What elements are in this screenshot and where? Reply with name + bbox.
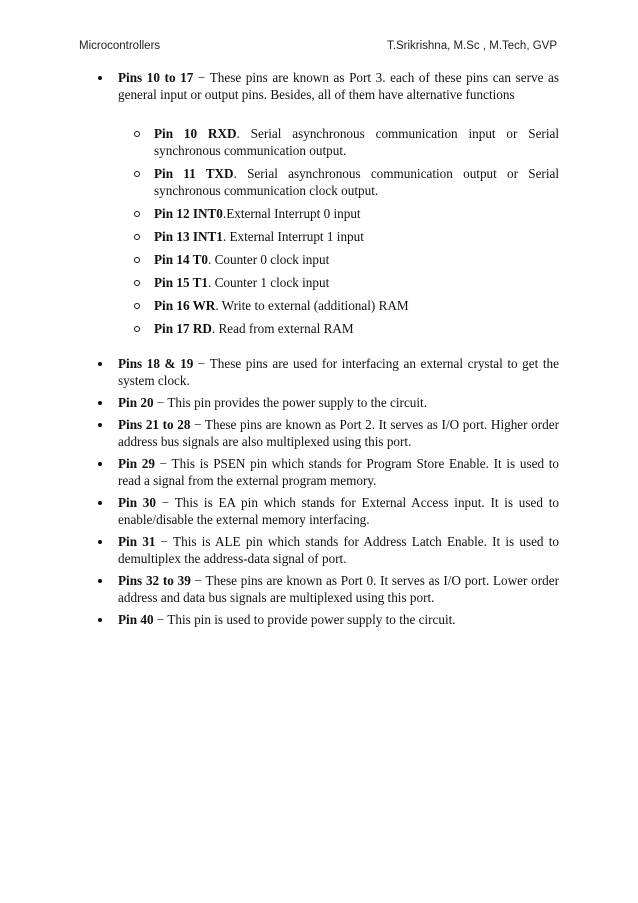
bullet-text: − This is PSEN pin which stands for Program Store Enable. It is used to read a signal from the external program memory. bbox=[118, 456, 559, 488]
bullet-dot-icon bbox=[98, 462, 102, 466]
sub-item-text: . Write to external (additional) RAM bbox=[215, 298, 409, 313]
bullet-head: Pin 31 bbox=[118, 534, 156, 549]
circle-bullet-icon bbox=[134, 131, 140, 137]
bullet-item bbox=[84, 416, 559, 450]
bullet-text: − This pin provides the power supply to the circuit. bbox=[153, 395, 428, 410]
sub-item bbox=[84, 274, 559, 291]
bullet-dot-icon bbox=[98, 401, 102, 405]
circle-bullet-icon bbox=[134, 303, 140, 309]
page-body bbox=[84, 69, 559, 633]
sub-item bbox=[84, 251, 559, 268]
bullet-head: Pins 32 to 39 bbox=[118, 573, 191, 588]
sub-item-text: .External Interrupt 0 input bbox=[222, 206, 361, 221]
sub-item-text: . Counter 0 clock input bbox=[208, 252, 330, 267]
sub-item-head: Pin 14 T0 bbox=[154, 252, 208, 267]
sub-item-head: Pin 12 INT0 bbox=[154, 206, 223, 221]
sub-item-text: . Read from external RAM bbox=[211, 321, 354, 336]
bullet-item bbox=[84, 572, 559, 606]
sub-item bbox=[84, 125, 559, 159]
bullet-text: − These pins are used for interfacing an external crystal to get the system clock. bbox=[118, 356, 559, 388]
circle-bullet-icon bbox=[134, 211, 140, 217]
bullet-text: − This is ALE pin which stands for Address Latch Enable. It is used to demultiplex the address-data signal of port. bbox=[118, 534, 559, 566]
bullet-text: − These pins are known as Port 3. each of these pins can serve as general input or output pins. Besides, all of them have alternative functions bbox=[118, 70, 559, 102]
bullet-head: Pin 30 bbox=[118, 495, 156, 510]
circle-bullet-icon bbox=[134, 257, 140, 263]
sub-item-text: . Counter 1 clock input bbox=[208, 275, 330, 290]
sub-item-head: Pin 13 INT1 bbox=[154, 229, 223, 244]
sub-item-head: Pin 11 TXD bbox=[154, 166, 234, 181]
bullet-text: − This is EA pin which stands for External Access input. It is used to enable/disable the external memory interfacing. bbox=[118, 495, 559, 527]
bullet-head: Pin 29 bbox=[118, 456, 155, 471]
bullet-dot-icon bbox=[98, 76, 102, 80]
circle-bullet-icon bbox=[134, 234, 140, 240]
bullet-head: Pins 10 to 17 bbox=[118, 70, 194, 85]
bullet-dot-icon bbox=[98, 501, 102, 505]
circle-bullet-icon bbox=[134, 280, 140, 286]
sub-item-head: Pin 16 WR bbox=[154, 298, 216, 313]
sub-item bbox=[84, 228, 559, 245]
circle-bullet-icon bbox=[134, 171, 140, 177]
port3-functions-list bbox=[84, 125, 559, 337]
header-author: T.Srikrishna, M.Sc , M.Tech, GVP bbox=[387, 40, 557, 52]
bullet-text: − These pins are known as Port 0. It serves as I/O port. Lower order address and data bus signals are multiplexed using this port. bbox=[118, 573, 559, 605]
sub-item bbox=[84, 165, 559, 199]
bullet-port3 bbox=[84, 69, 559, 103]
sub-item-head: Pin 15 T1 bbox=[154, 275, 208, 290]
bullet-head: Pins 21 to 28 bbox=[118, 417, 191, 432]
bullet-dot-icon bbox=[98, 423, 102, 427]
bullet-head: Pin 40 bbox=[118, 612, 154, 627]
sub-item-head: Pin 10 RXD bbox=[154, 126, 237, 141]
bullet-item bbox=[84, 394, 559, 411]
page-header bbox=[79, 40, 557, 52]
sub-item bbox=[84, 205, 559, 222]
bullet-item bbox=[84, 355, 559, 389]
bullet-item bbox=[84, 533, 559, 567]
bullet-dot-icon bbox=[98, 540, 102, 544]
bullet-item bbox=[84, 611, 559, 628]
header-subject: Microcontrollers bbox=[79, 40, 161, 52]
bullet-dot-icon bbox=[98, 579, 102, 583]
circle-bullet-icon bbox=[134, 326, 140, 332]
bullet-text: − These pins are known as Port 2. It serves as I/O port. Higher order address bus signals are also multiplexed using this port. bbox=[118, 417, 560, 449]
sub-item bbox=[84, 297, 559, 314]
sub-item-text: . Serial asynchronous communication input or Serial synchronous communication output. bbox=[154, 126, 560, 158]
sub-item-head: Pin 17 RD bbox=[154, 321, 212, 336]
sub-item-text: . Serial asynchronous communication output or Serial synchronous communication clock output. bbox=[154, 166, 559, 198]
bullet-item bbox=[84, 494, 559, 528]
sub-item bbox=[84, 320, 559, 337]
bullet-item bbox=[84, 455, 559, 489]
bullet-text: − This pin is used to provide power supply to the circuit. bbox=[153, 612, 456, 627]
bullet-head: Pin 20 bbox=[118, 395, 154, 410]
sub-item-text: . External Interrupt 1 input bbox=[222, 229, 364, 244]
bullet-head: Pins 18 & 19 bbox=[118, 356, 194, 371]
bullet-dot-icon bbox=[98, 618, 102, 622]
bullet-dot-icon bbox=[98, 362, 102, 366]
